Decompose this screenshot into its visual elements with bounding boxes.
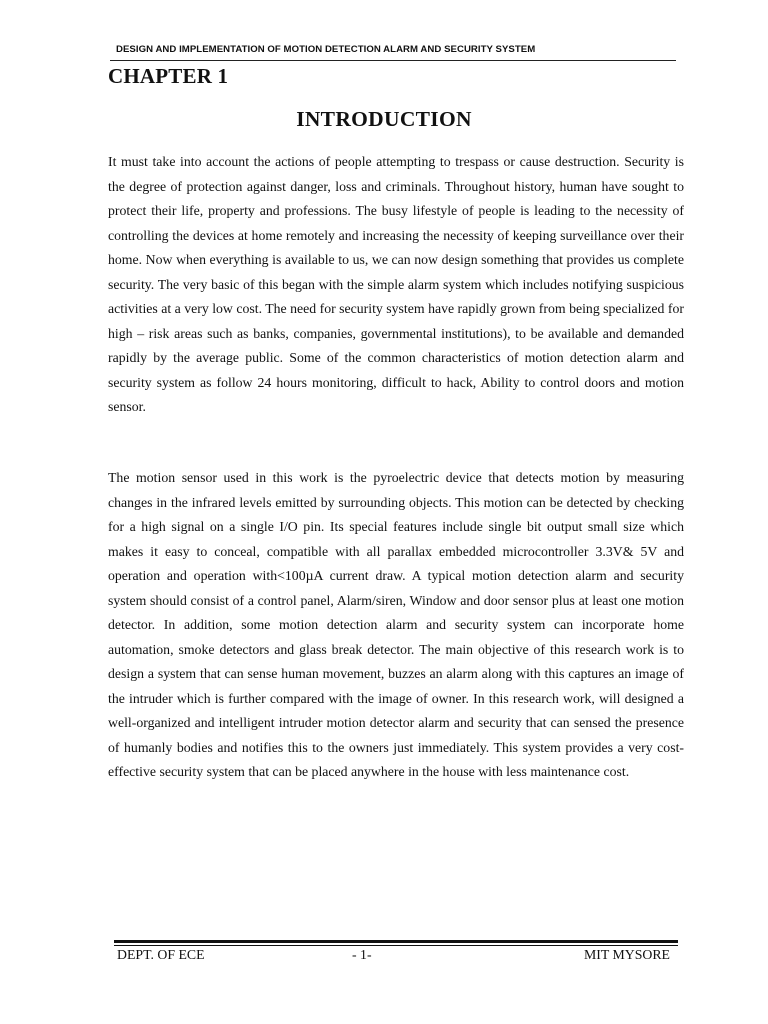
chapter-label: CHAPTER 1	[108, 64, 229, 88]
section-heading: INTRODUCTION	[296, 107, 472, 131]
body-paragraph-1: It must take into account the actions of people attempting to trespass or cause destruction. Security is the degree of protection against danger, loss and criminals. Throughout history, human have sought to protect their life, property and professions. The busy lifestyle of people is leading to the necessity of controlling the devices at home remotely and increasing the necessity of keeping surveillance over their home. Now when everything is available to us, we can now design something that provides us complete security. The very basic of this began with the simple alarm system which includes notifying suspicious activities at a very low cost. The need for security system have rapidly grown from being specialized for high – risk areas such as banks, companies, governmental institutions), to be available and demanded rapidly by the average public. Some of the common characteristics of motion detection alarm and security system as follow 24 hours monitoring, difficult to hack, Ability to control doors and motion sensor.	[108, 154, 684, 414]
footer-rule-thick	[114, 940, 678, 943]
footer-rule-thin	[114, 945, 678, 946]
running-header-title: DESIGN AND IMPLEMENTATION OF MOTION DETECTION ALARM AND SECURITY SYSTEM	[116, 44, 536, 55]
footer-page-number: - 1-	[352, 947, 372, 962]
footer-department: DEPT. OF ECE	[117, 947, 205, 962]
header-rule	[110, 60, 676, 61]
footer-institution: MIT MYSORE	[584, 947, 670, 962]
body-paragraph-2: The motion sensor used in this work is the pyroelectric device that detects motion by measuring changes in the infrared levels emitted by surrounding objects. This motion can be detected by checking for a high signal on a single I/O pin. Its special features include single bit output small size which makes it easy to conceal, compatible with all parallax embedded microcontroller 3.3V& 5V and operation and operation with<100µA current draw. A typical motion detection alarm and security system should consist of a control panel, Alarm/siren, Window and door sensor plus at least one motion detector. In addition, some motion detection alarm and security system can incorporate home automation, smoke detectors and glass break detector. The main objective of this research work is to design a system that can sense human movement, buzzes an alarm along with this captures an image of the intruder which is further compared with the image of owner. In this research work, will designed a well-organized and intelligent intruder motion detector alarm and security that can sensed the presence of humanly bodies and notifies this to the owners just immediately. This system provides a very cost-effective security system that can be placed anywhere in the house with less maintenance cost.	[108, 470, 684, 779]
